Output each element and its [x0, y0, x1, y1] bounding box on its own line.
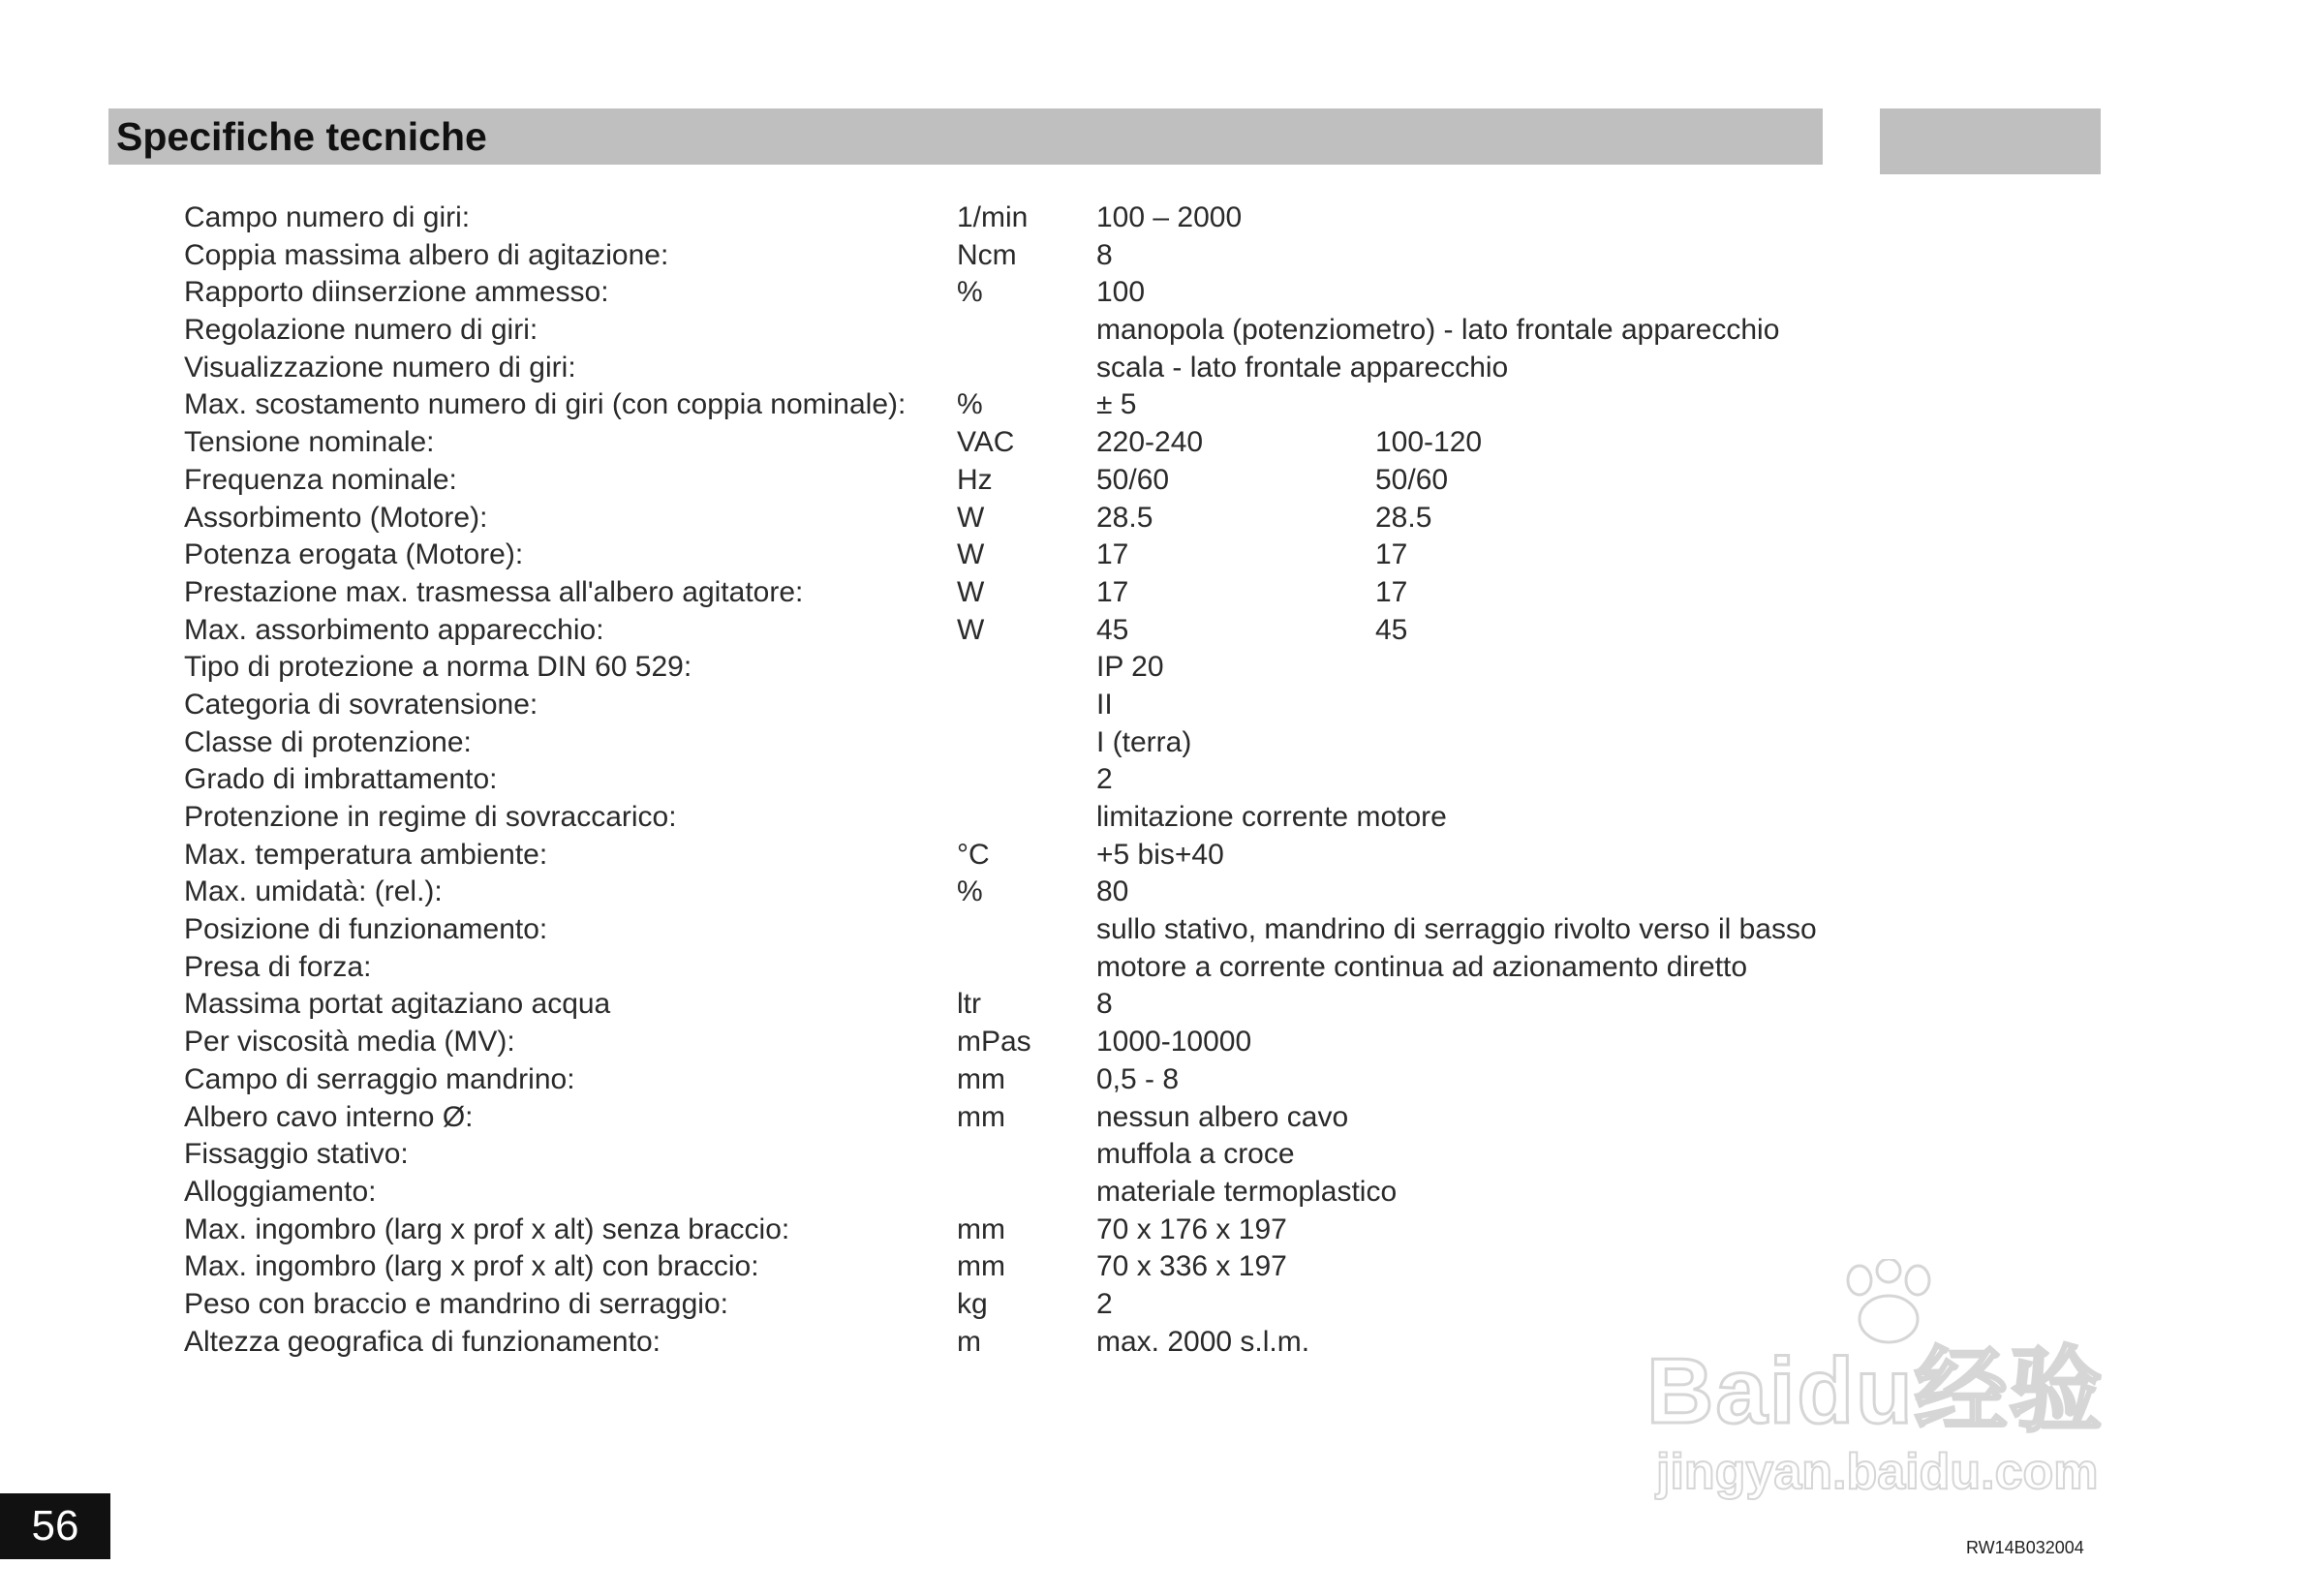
spec-value: 2 [1096, 763, 1113, 796]
spec-label: Potenza erogata (Motore): [184, 538, 524, 571]
spec-value-alt: 17 [1375, 538, 1408, 571]
spec-row [184, 687, 1830, 724]
section-header-bar [108, 108, 1823, 165]
spec-unit: mm [957, 1250, 1005, 1283]
spec-value: sullo stativo, mandrino di serraggio rivolto verso il basso [1096, 913, 1817, 946]
spec-row [184, 612, 1830, 650]
spec-label: Per viscosità media (MV): [184, 1026, 515, 1059]
spec-unit: °C [957, 838, 990, 871]
page-number: 56 [31, 1502, 79, 1550]
spec-label: Presa di forza: [184, 950, 372, 983]
spec-row [184, 649, 1830, 687]
spec-label: Frequenza nominale: [184, 463, 457, 496]
spec-label: Max. temperatura ambiente: [184, 838, 548, 871]
side-tab-bar [1880, 108, 2101, 174]
spec-label: Fissaggio stativo: [184, 1138, 409, 1171]
spec-table [184, 200, 1830, 1361]
spec-row [184, 761, 1830, 799]
spec-row [184, 574, 1830, 612]
spec-value: +5 bis+40 [1096, 838, 1224, 871]
spec-unit: mm [957, 1212, 1005, 1245]
spec-unit: % [957, 875, 983, 908]
spec-value: 100 [1096, 276, 1146, 309]
spec-row [184, 386, 1830, 424]
spec-value: nessun albero cavo [1096, 1100, 1349, 1133]
spec-value: materiale termoplastico [1096, 1175, 1398, 1208]
spec-value-alt: 50/60 [1375, 463, 1449, 496]
spec-unit: % [957, 388, 983, 421]
spec-unit: ltr [957, 988, 981, 1021]
spec-unit: mPas [957, 1026, 1031, 1059]
spec-value: 28.5 [1096, 501, 1153, 534]
spec-value-alt: 17 [1375, 575, 1408, 608]
spec-label: Posizione di funzionamento: [184, 913, 548, 946]
spec-label: Coppia massima albero di agitazione: [184, 238, 669, 271]
spec-row [184, 1248, 1830, 1286]
spec-value-alt: 45 [1375, 613, 1408, 646]
spec-row [184, 1324, 1830, 1362]
spec-row [184, 799, 1830, 837]
spec-value: 1000-10000 [1096, 1026, 1252, 1059]
spec-row [184, 462, 1830, 500]
spec-label: Peso con braccio e mandrino di serraggio: [184, 1287, 728, 1320]
page-title: Specifiche tecniche [116, 114, 487, 159]
spec-value: 70 x 176 x 197 [1096, 1212, 1287, 1245]
spec-unit: kg [957, 1287, 988, 1320]
spec-label: Protenzione in regime di sovraccarico: [184, 801, 677, 833]
spec-label: Massima portat agitaziano acqua [184, 988, 611, 1021]
spec-unit: W [957, 538, 985, 571]
spec-value: 45 [1096, 613, 1129, 646]
spec-label: Tipo di protezione a norma DIN 60 529: [184, 651, 692, 684]
spec-value: 70 x 336 x 197 [1096, 1250, 1287, 1283]
spec-label: Alloggiamento: [184, 1175, 377, 1208]
spec-row [184, 350, 1830, 387]
spec-value: 50/60 [1096, 463, 1170, 496]
watermark [1646, 1259, 2189, 1520]
spec-label: Max. assorbimento apparecchio: [184, 613, 604, 646]
spec-label: Prestazione max. trasmessa all'albero agitatore: [184, 575, 804, 608]
spec-label: Altezza geografica di funzionamento: [184, 1325, 661, 1358]
spec-row [184, 200, 1830, 237]
spec-row [184, 274, 1830, 312]
spec-unit: % [957, 276, 983, 309]
spec-value-alt: 28.5 [1375, 501, 1432, 534]
spec-row [184, 1174, 1830, 1212]
spec-value: 2 [1096, 1287, 1113, 1320]
spec-row [184, 424, 1830, 462]
spec-label: Regolazione numero di giri: [184, 314, 538, 347]
spec-label: Campo numero di giri: [184, 201, 471, 233]
spec-unit: Hz [957, 463, 993, 496]
spec-unit: W [957, 575, 985, 608]
spec-row [184, 1061, 1830, 1099]
spec-unit: VAC [957, 426, 1015, 459]
spec-label: Tensione nominale: [184, 426, 435, 459]
page-number-badge [0, 1493, 110, 1559]
spec-value: I (terra) [1096, 725, 1192, 758]
spec-unit: mm [957, 1100, 1005, 1133]
spec-label: Albero cavo interno Ø: [184, 1100, 474, 1133]
spec-unit: mm [957, 1062, 1005, 1095]
spec-value: 8 [1096, 238, 1113, 271]
spec-row [184, 724, 1830, 762]
spec-row [184, 949, 1830, 987]
spec-value: 0,5 - 8 [1096, 1062, 1180, 1095]
spec-row [184, 911, 1830, 949]
document-code: RW14B032004 [1966, 1538, 2084, 1557]
watermark-url: jingyan.baidu.com [1656, 1444, 2099, 1500]
spec-label: Max. umidatà: (rel.): [184, 875, 443, 908]
spec-label: Max. ingombro (larg x prof x alt) con braccio: [184, 1250, 759, 1283]
spec-unit: m [957, 1325, 981, 1358]
spec-value: 17 [1096, 538, 1129, 571]
spec-row [184, 312, 1830, 350]
spec-row [184, 837, 1830, 875]
spec-value: max. 2000 s.l.m. [1096, 1325, 1310, 1358]
spec-unit: 1/min [957, 201, 1029, 233]
spec-value: 80 [1096, 875, 1129, 908]
spec-value: 17 [1096, 575, 1129, 608]
spec-unit: Ncm [957, 238, 1017, 271]
spec-row [184, 1212, 1830, 1249]
spec-row [184, 1136, 1830, 1174]
spec-value: 220-240 [1096, 426, 1204, 459]
spec-value: II [1096, 688, 1113, 721]
spec-label: Rapporto diinserzione ammesso: [184, 276, 609, 309]
spec-label: Classe di protenzione: [184, 725, 472, 758]
spec-label: Visualizzazione numero di giri: [184, 351, 576, 384]
spec-value: 8 [1096, 988, 1113, 1021]
spec-value: 100 – 2000 [1096, 201, 1243, 233]
spec-row [184, 500, 1830, 537]
spec-value: motore a corrente continua ad azionamento diretto [1096, 950, 1748, 983]
spec-unit: W [957, 501, 985, 534]
spec-row [184, 986, 1830, 1024]
spec-row [184, 537, 1830, 574]
spec-label: Max. ingombro (larg x prof x alt) senza braccio: [184, 1212, 790, 1245]
spec-label: Max. scostamento numero di giri (con coppia nominale): [184, 388, 907, 421]
spec-value: IP 20 [1096, 651, 1164, 684]
spec-value: muffola a croce [1096, 1138, 1295, 1171]
spec-value: limitazione corrente motore [1096, 801, 1447, 833]
spec-row [184, 1286, 1830, 1324]
spec-label: Assorbimento (Motore): [184, 501, 488, 534]
spec-value: manopola (potenziometro) - lato frontale apparecchio [1096, 314, 1780, 347]
spec-value: ± 5 [1096, 388, 1137, 421]
spec-unit: W [957, 613, 985, 646]
spec-row [184, 874, 1830, 911]
spec-value-alt: 100-120 [1375, 426, 1483, 459]
spec-row [184, 1024, 1830, 1061]
spec-label: Grado di imbrattamento: [184, 763, 498, 796]
spec-value: scala - lato frontale apparecchio [1096, 351, 1509, 384]
spec-label: Campo di serraggio mandrino: [184, 1062, 575, 1095]
spec-row [184, 1099, 1830, 1137]
spec-label: Categoria di sovratensione: [184, 688, 538, 721]
watermark-brand: Baidu经验 [1646, 1339, 2105, 1443]
spec-row [184, 237, 1830, 275]
